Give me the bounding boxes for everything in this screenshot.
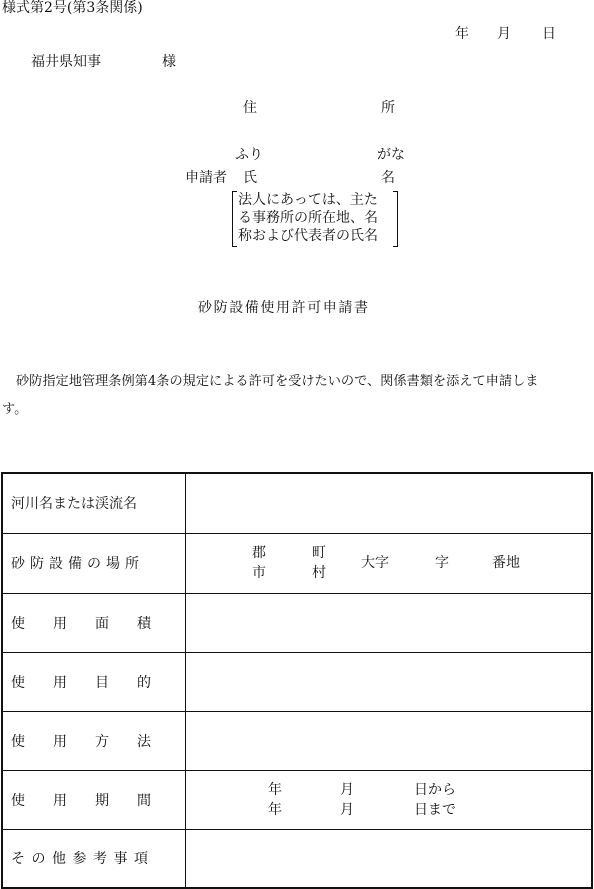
note-line-1: 法人にあっては、主た xyxy=(238,192,378,208)
label-cell xyxy=(2,711,186,770)
location-mura: 村 xyxy=(312,564,326,581)
table-row xyxy=(2,593,592,652)
table-row xyxy=(2,652,592,711)
addressee-governor: 福井県知事 xyxy=(31,54,101,70)
row-label-location xyxy=(11,553,155,573)
form-code: 様式第2号(第3条関係) xyxy=(2,0,143,16)
table-row xyxy=(2,473,592,533)
period-to-year: 年 xyxy=(268,801,282,818)
label-cell xyxy=(2,829,186,888)
table-row xyxy=(2,829,592,888)
body-text-line-1: 砂防指定地管理条例第4条の規定による許可を受けたいので、関係書類を添えて申請しま xyxy=(16,374,539,389)
label-cell xyxy=(2,593,186,652)
location-machi: 町 xyxy=(312,544,326,561)
name-char-2: 名 xyxy=(381,170,395,186)
period-from-month: 月 xyxy=(340,781,354,798)
location-banchi: 番地 xyxy=(492,554,520,571)
location-oaza: 大字 xyxy=(361,554,389,571)
area-field[interactable] xyxy=(186,593,593,652)
date-day-label: 日 xyxy=(542,26,556,42)
row-label-remarks: その他参考事項 xyxy=(11,851,155,868)
row-label-purpose: 使用目的 xyxy=(11,674,179,691)
label-cell xyxy=(2,652,186,711)
address-label xyxy=(243,101,395,115)
purpose-field[interactable] xyxy=(186,652,593,711)
method-field[interactable] xyxy=(186,711,593,770)
row-label-method: 使用方法 xyxy=(11,733,179,750)
furigana-label xyxy=(235,148,405,162)
document-title: 砂防設備使用許可申請書 xyxy=(198,300,370,316)
date-year-label: 年 xyxy=(455,26,469,42)
location-aza: 字 xyxy=(435,554,449,571)
note-line-3: 称および代表者の氏名 xyxy=(238,228,378,244)
address-char-2: 所 xyxy=(381,100,395,116)
corporate-note xyxy=(232,191,398,247)
period-from-year: 年 xyxy=(268,781,282,798)
name-label xyxy=(243,171,395,185)
location-shi: 市 xyxy=(252,564,266,581)
location-field[interactable] xyxy=(186,533,593,593)
row-label-area: 使用面積 xyxy=(11,615,179,632)
table-row xyxy=(2,711,592,770)
left-bracket xyxy=(232,191,237,247)
row-label-period: 使用期間 xyxy=(11,792,179,809)
table-row xyxy=(2,770,592,829)
location-gun: 郡 xyxy=(252,544,266,561)
note-line-2: る事務所の所在地、名 xyxy=(238,210,378,226)
application-form-table xyxy=(1,472,593,889)
applicant-label: 申請者 xyxy=(185,170,227,186)
river-name-field[interactable] xyxy=(186,473,593,533)
period-from-day: 日から xyxy=(414,781,456,798)
date-month-label: 月 xyxy=(497,26,511,42)
name-char-1: 氏 xyxy=(243,170,257,186)
label-cell xyxy=(2,533,186,593)
row-label-river: 河川名または渓流名 xyxy=(11,496,137,513)
body-text-line-2: す。 xyxy=(2,402,28,417)
furigana-part-1: ふり xyxy=(235,147,263,163)
furigana-part-2: がな xyxy=(377,147,405,163)
label-cell xyxy=(2,770,186,829)
label-cell xyxy=(2,473,186,533)
row-label-location-text: 砂防設備の場所 xyxy=(11,556,144,572)
address-char-1: 住 xyxy=(243,100,257,116)
remarks-field[interactable] xyxy=(186,829,593,888)
period-to-month: 月 xyxy=(340,801,354,818)
table-row xyxy=(2,533,592,593)
period-field[interactable] xyxy=(186,770,593,829)
period-to-day: 日まで xyxy=(414,801,456,818)
addressee-honorific: 様 xyxy=(162,54,176,70)
